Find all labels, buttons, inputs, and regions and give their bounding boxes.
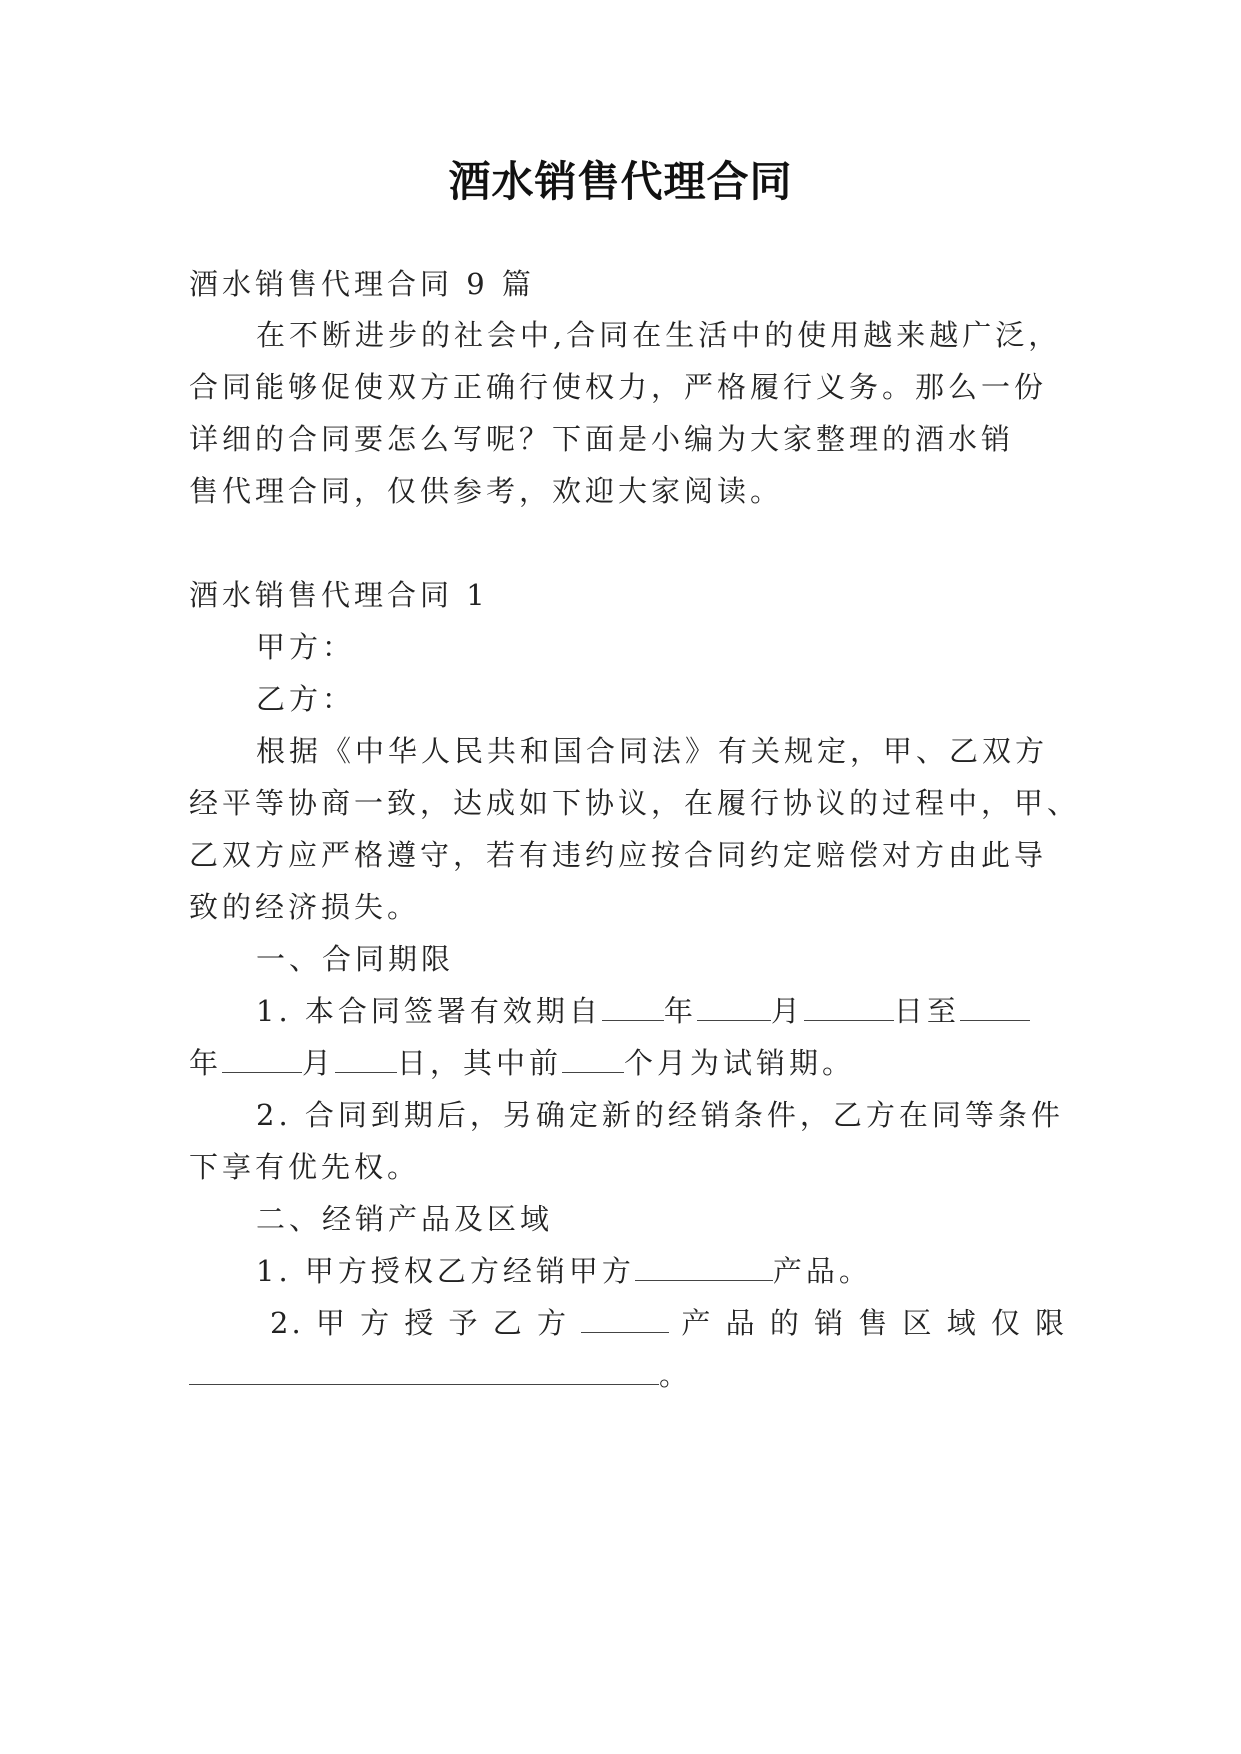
clause-heading-products: 二、经销产品及区域 [256, 1202, 554, 1236]
blank-field [602, 990, 664, 1021]
intro-line-3: 详细的合同要怎么写呢？下面是小编为大家整理的酒水销 [189, 422, 1015, 456]
clause-2-1-suffix: 产品。 [772, 1254, 872, 1288]
blank-field [222, 1042, 302, 1073]
preamble-line-1: 根据《中华人民共和国合同法》有关规定，甲、乙双方 [256, 734, 1049, 768]
clause-2-1-text: 1. 甲方授权乙方经销甲方 [256, 1254, 635, 1288]
blank-field [581, 1302, 669, 1333]
blank-field [960, 990, 1030, 1021]
party-a-label: 甲方： [256, 630, 356, 664]
blank-field [697, 990, 771, 1021]
clause-heading-term: 一、合同期限 [256, 942, 455, 976]
trial-period-text: 个月为试销期。 [624, 1046, 856, 1080]
clause-1-2-line-2: 下享有优先权。 [189, 1150, 421, 1184]
year-label: 年 [663, 994, 697, 1028]
clause-2-2-end: 。 [659, 1358, 693, 1392]
clause-2-1-line [256, 1249, 1055, 1293]
month-label: 月 [770, 994, 804, 1028]
preamble-line-3: 乙双方应严格遵守，若有违约应按合同约定赔偿对方由此导 [189, 838, 1048, 872]
preamble-line-2: 经平等协商一致，达成如下协议，在履行协议的过程中，甲、 [189, 786, 1081, 820]
month-label: 月 [302, 1046, 336, 1080]
day-to-label: 日至 [893, 994, 960, 1028]
blank-field [635, 1250, 773, 1281]
document-title: 酒水销售代理合同 [448, 157, 793, 206]
blank-field [562, 1042, 624, 1073]
day-label: 日，其中前 [397, 1046, 563, 1080]
clause-1-1-text: 1. 本合同签署有效期自 [256, 994, 602, 1028]
year-label: 年 [189, 1046, 223, 1080]
preamble-line-4: 致的经济损失。 [189, 890, 421, 924]
clause-1-1-line-2 [189, 1041, 1055, 1085]
clause-1-1-line-1 [256, 989, 1055, 1033]
section-heading-contract-1: 酒水销售代理合同 1 [189, 578, 489, 612]
clause-2-2-line-2 [189, 1353, 1055, 1397]
clause-2-2-line-1 [270, 1301, 1068, 1345]
intro-line-4: 售代理合同，仅供参考，欢迎大家阅读。 [189, 474, 784, 508]
clause-2-2-suffix: 产 品 的 销 售 区 域 仅 限 [681, 1306, 1068, 1340]
intro-line-1: 在不断进步的社会中,合同在生活中的使用越来越广泛， [256, 318, 1062, 352]
intro-heading: 酒水销售代理合同 9 篇 [189, 267, 535, 301]
clause-1-2-line-1: 2. 合同到期后，另确定新的经销条件，乙方在同等条件 [256, 1098, 1064, 1132]
intro-line-2: 合同能够促使双方正确行使权力，严格履行义务。那么一份 [189, 370, 1048, 404]
blank-field [804, 990, 894, 1021]
blank-field [189, 1354, 659, 1385]
clause-2-2-text: 2. 甲 方 授 予 乙 方 [270, 1306, 569, 1340]
blank-field [335, 1042, 397, 1073]
party-b-label: 乙方： [256, 682, 356, 716]
